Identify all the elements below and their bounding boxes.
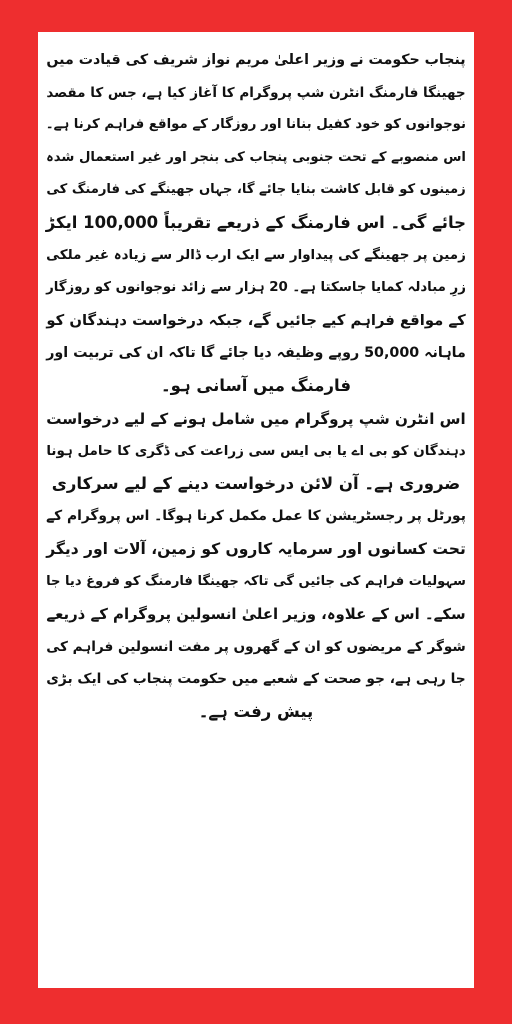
text-line: زرِ مبادلہ کمایا جاسکتا ہے۔ 20 ہزار سے زائد نوجوانوں کو روزگار	[46, 280, 466, 296]
text-line: ماہانہ 50,000 روپے وظیفہ دیا جائے گا تاکہ ان کی تربیت اور	[46, 345, 466, 362]
text-line: پیش رفت ہے۔	[198, 701, 314, 721]
text-line: جھینگا فارمنگ انٹرن شپ پروگرام کا آغاز کیا ہے، جس کا مقصد	[46, 84, 466, 101]
article-paragraph-2	[46, 403, 466, 729]
text-line: کے مواقع فراہم کیے جائیں گے، جبکہ درخواست دہندگان کو	[46, 311, 466, 329]
text-line: زمین پر جھینگے کی پیداوار سے ایک ارب ڈالر سے زیادہ غیر ملکی	[46, 247, 466, 263]
text-line: جائے گی۔ اس فارمنگ کے ذریعے تقریباً 100,000 ایکڑ	[45, 212, 466, 232]
text-line: نوجوانوں کو خود کفیل بنانا اور روزگار کے مواقع فراہم کرنا ہے۔	[45, 117, 466, 133]
text-line: پورٹل پر رجسٹریشن کا عمل مکمل کرنا ہوگا۔ اس پروگرام کے	[46, 508, 466, 525]
text-line: اس منصوبے کے تحت جنوبی پنجاب کی بنجر اور غیر استعمال شدہ	[46, 149, 466, 165]
text-line: سہولیات فراہم کی جائیں گی تاکہ جھینگا فارمنگ کو فروغ دیا جا	[46, 573, 466, 589]
text-line: تحت کسانوں اور سرمایہ کاروں کو زمین، آلات اور دیگر	[46, 539, 466, 558]
text-line: سکے۔ اس کے علاوہ، وزیر اعلیٰ انسولین پروگرام کے ذریعے	[46, 605, 466, 624]
text-line: اس انٹرن شپ پروگرام میں شامل ہونے کے لیے درخواست	[46, 409, 466, 428]
text-line: فارمنگ میں آسانی ہو۔	[160, 375, 352, 395]
article-paragraph-1	[46, 44, 466, 403]
text-line: زمینوں کو قابل کاشت بنایا جائے گا، جہاں جھینگے کی فارمنگ کی	[46, 182, 466, 198]
text-line: شوگر کے مریضوں کو ان کے گھروں پر مفت انسولین فراہم کی	[46, 638, 466, 655]
article-card	[38, 32, 474, 988]
text-line: پنجاب حکومت نے وزیر اعلیٰ مریم نواز شریف کی قیادت میں	[46, 52, 466, 68]
text-line: ضروری ہے۔ آن لائن درخواست دینے کے لیے سرکاری	[51, 473, 461, 493]
text-line: جا رہی ہے، جو صحت کے شعبے میں حکومت پنجاب کی ایک بڑی	[46, 671, 466, 688]
text-line: دہندگان کو بی اے یا بی ایس سی زراعت کی ڈگری کا حامل ہونا	[46, 443, 466, 460]
